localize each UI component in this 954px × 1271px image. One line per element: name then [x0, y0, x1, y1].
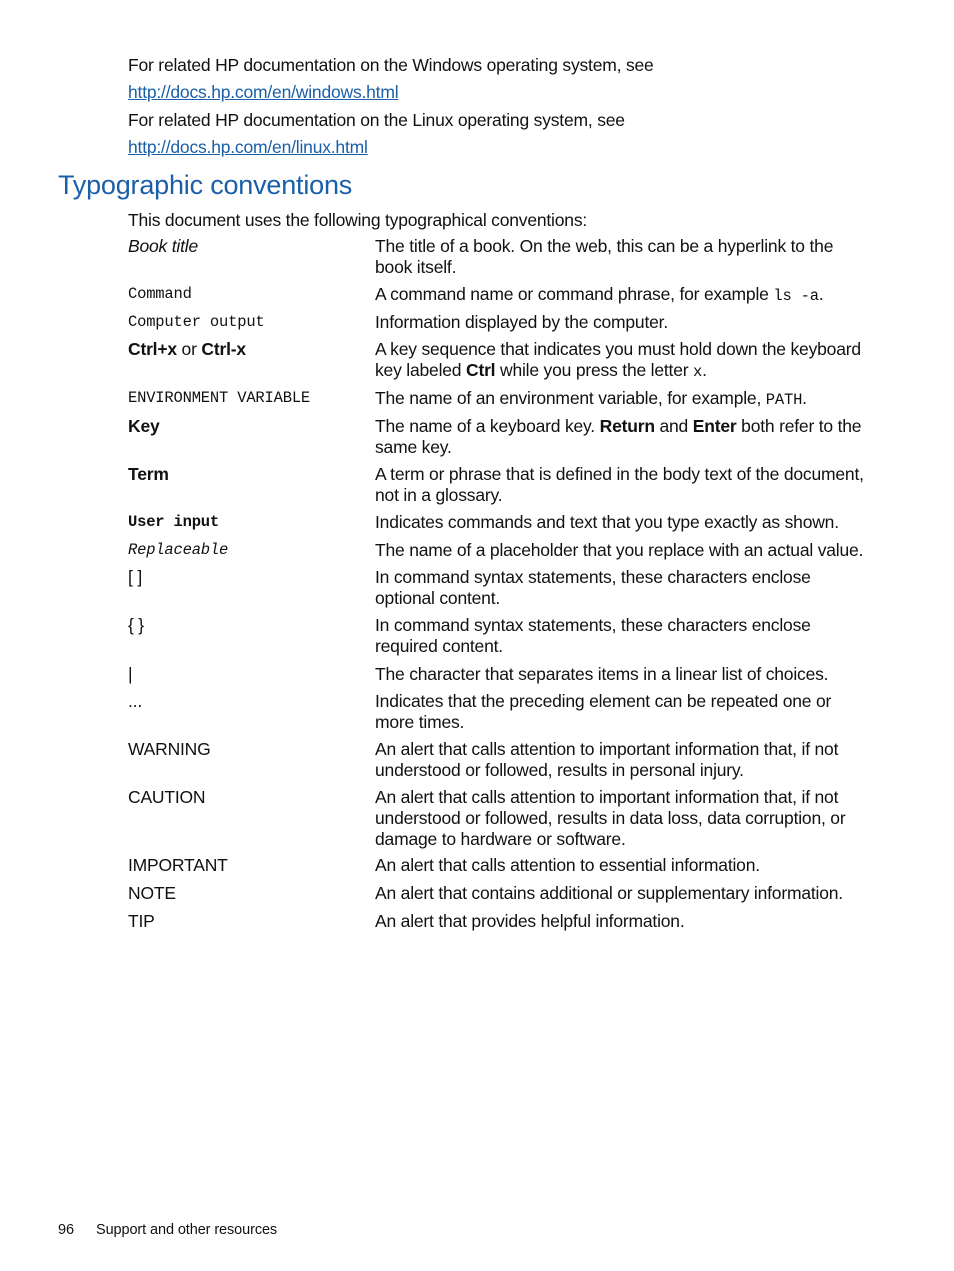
convention-desc: An alert that contains additional or supplementary information. [375, 883, 843, 903]
convention-row-key [128, 416, 878, 458]
convention-term: CAUTION [128, 787, 206, 807]
convention-row-warning [128, 739, 878, 781]
convention-term: { } [128, 615, 144, 635]
convention-term: Key [128, 416, 160, 436]
convention-row-tip [128, 911, 878, 932]
convention-row-command [128, 284, 878, 307]
convention-term: Term [128, 464, 169, 484]
convention-desc: Indicates that the preceding element can be repeated one or more times. [375, 691, 832, 732]
convention-term: ENVIRONMENT VARIABLE [128, 389, 311, 407]
convention-term: Computer output [128, 313, 265, 331]
convention-row-note [128, 883, 878, 904]
windows-docs-text: For related HP documentation on the Windows operating system, see [128, 55, 654, 75]
convention-row-important [128, 855, 878, 876]
inline-code: x [693, 363, 703, 381]
convention-row-computer-output [128, 312, 878, 333]
convention-row-env-var [128, 388, 878, 411]
convention-term: NOTE [128, 883, 176, 903]
convention-row-ellipsis [128, 691, 878, 733]
convention-row-replaceable [128, 540, 878, 561]
convention-term: User input [128, 513, 220, 531]
related-docs [128, 52, 888, 161]
convention-term: Ctrl+x or Ctrl-x [128, 339, 246, 359]
convention-term: Replaceable [128, 541, 229, 559]
convention-term: ... [128, 691, 142, 711]
convention-desc: An alert that calls attention to important information that, if not understood or followed, results in data loss, data corruption, or damage to hardware or software. [375, 787, 846, 849]
convention-term: Command [128, 285, 192, 303]
convention-desc: In command syntax statements, these characters enclose optional content. [375, 567, 811, 608]
convention-term: IMPORTANT [128, 855, 228, 875]
convention-row-key-sequence [128, 339, 878, 383]
convention-desc: The character that separates items in a linear list of choices. [375, 664, 829, 684]
convention-desc: In command syntax statements, these characters enclose required content. [375, 615, 811, 656]
convention-desc: The title of a book. On the web, this can be a hyperlink to the book itself. [375, 236, 834, 277]
convention-desc: A key sequence that indicates you must hold down the keyboard key labeled Ctrl while you press the letter x. [375, 339, 861, 381]
convention-desc: An alert that calls attention to essential information. [375, 855, 760, 875]
convention-term: WARNING [128, 739, 211, 759]
convention-desc: An alert that calls attention to important information that, if not understood or followed, results in personal injury. [375, 739, 839, 780]
convention-term: | [128, 664, 133, 684]
convention-desc: The name of a keyboard key. Return and Enter both refer to the same key. [375, 416, 862, 457]
convention-desc: The name of an environment variable, for example, PATH. [375, 388, 807, 409]
convention-desc: A term or phrase that is defined in the body text of the document, not in a glossary. [375, 464, 864, 505]
inline-code: PATH [765, 391, 803, 409]
windows-docs-link[interactable]: http://docs.hp.com/en/windows.html [128, 82, 399, 103]
inline-code: ls -a [773, 287, 819, 305]
page-number: 96 [58, 1222, 74, 1238]
convention-desc: Indicates commands and text that you type exactly as shown. [375, 512, 839, 532]
linux-docs-link[interactable]: http://docs.hp.com/en/linux.html [128, 136, 368, 157]
convention-desc: The name of a placeholder that you replace with an actual value. [375, 540, 864, 560]
convention-row-user-input [128, 512, 878, 533]
convention-row-braces [128, 615, 878, 657]
convention-desc: An alert that provides helpful information. [375, 911, 685, 931]
convention-term: Book title [128, 236, 198, 256]
convention-row-caution [128, 787, 878, 850]
convention-row-term [128, 464, 878, 506]
convention-term: TIP [128, 911, 155, 931]
convention-row-pipe [128, 664, 878, 685]
section-lead: This document uses the following typographical conventions: [128, 210, 588, 230]
convention-row-book-title [128, 236, 878, 278]
convention-desc: Information displayed by the computer. [375, 312, 668, 332]
section-heading: Typographic conventions [58, 170, 353, 200]
linux-docs-text: For related HP documentation on the Linux operating system, see [128, 109, 625, 130]
convention-term: [ ] [128, 567, 142, 587]
convention-desc: A command name or command phrase, for example ls -a. [375, 284, 824, 305]
page-footer [58, 1222, 277, 1238]
footer-section-name: Support and other resources [96, 1222, 278, 1238]
convention-row-brackets [128, 567, 878, 609]
